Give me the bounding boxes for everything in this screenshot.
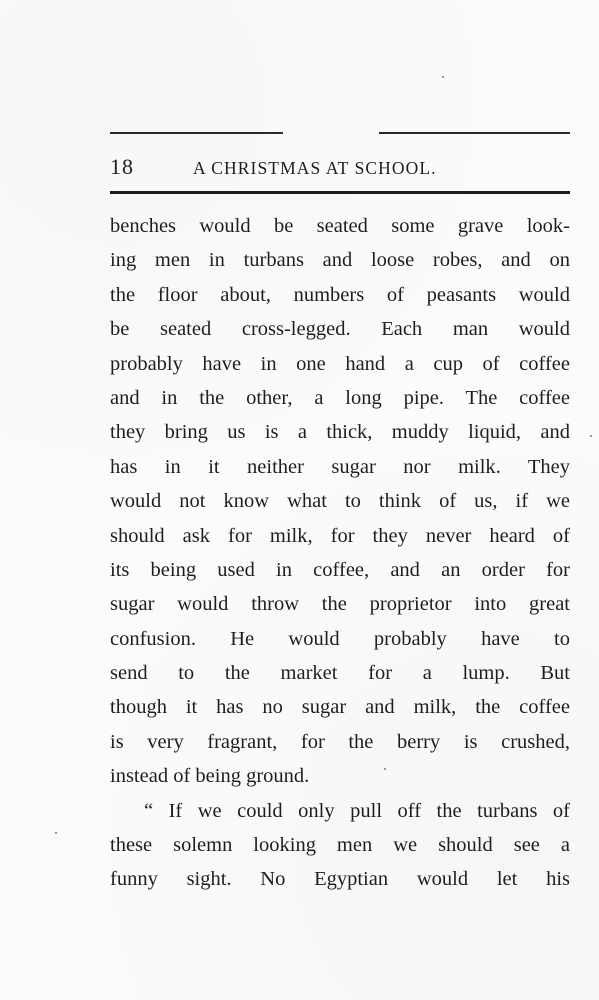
text-line: would not know what to think of us, if we <box>110 490 570 513</box>
text-line: sugar would throw the proprietor into great <box>110 593 570 616</box>
paper-speck <box>384 768 386 770</box>
text-line: probably have in one hand a cup of coffee <box>110 352 570 375</box>
page-number: 18 <box>110 154 134 179</box>
paper-speck <box>442 76 444 78</box>
text-line: “ If we could only pull off the turbans of <box>144 799 570 822</box>
text-line: they bring us is a thick, muddy liquid, and <box>110 421 570 444</box>
header-rule-right <box>379 132 570 134</box>
text-line: and in the other, a long pipe. The coffee <box>110 386 570 409</box>
text-line: instead of being ground. <box>110 765 310 788</box>
running-title: A CHRISTMAS AT SCHOOL. <box>193 158 437 178</box>
text-line: has in it neither sugar nor milk. They <box>110 455 570 478</box>
body-text <box>110 209 570 897</box>
paper-speck <box>590 435 592 437</box>
text-line: should ask for milk, for they never heard of <box>110 524 570 547</box>
text-line: send to the market for a lump. But <box>110 662 570 685</box>
paper-speck <box>55 832 57 834</box>
text-line: though it has no sugar and milk, the coffee <box>110 696 570 719</box>
text-line: these solemn looking men we should see a <box>110 834 570 857</box>
text-line: is very fragrant, for the berry is crushed, <box>110 730 570 753</box>
text-line: confusion. He would probably have to <box>110 627 570 650</box>
header-rule-bottom <box>110 191 570 194</box>
text-line: funny sight. No Egyptian would let his <box>110 868 570 891</box>
text-line: the floor about, numbers of peasants would <box>110 283 570 306</box>
header-rule-left <box>110 132 283 134</box>
running-header <box>110 154 570 180</box>
text-line: be seated cross-legged. Each man would <box>110 318 570 341</box>
text-line: benches would be seated some grave look- <box>110 215 570 237</box>
text-line: its being used in coffee, and an order for <box>110 558 570 581</box>
text-line: ing men in turbans and loose robes, and on <box>110 249 570 272</box>
